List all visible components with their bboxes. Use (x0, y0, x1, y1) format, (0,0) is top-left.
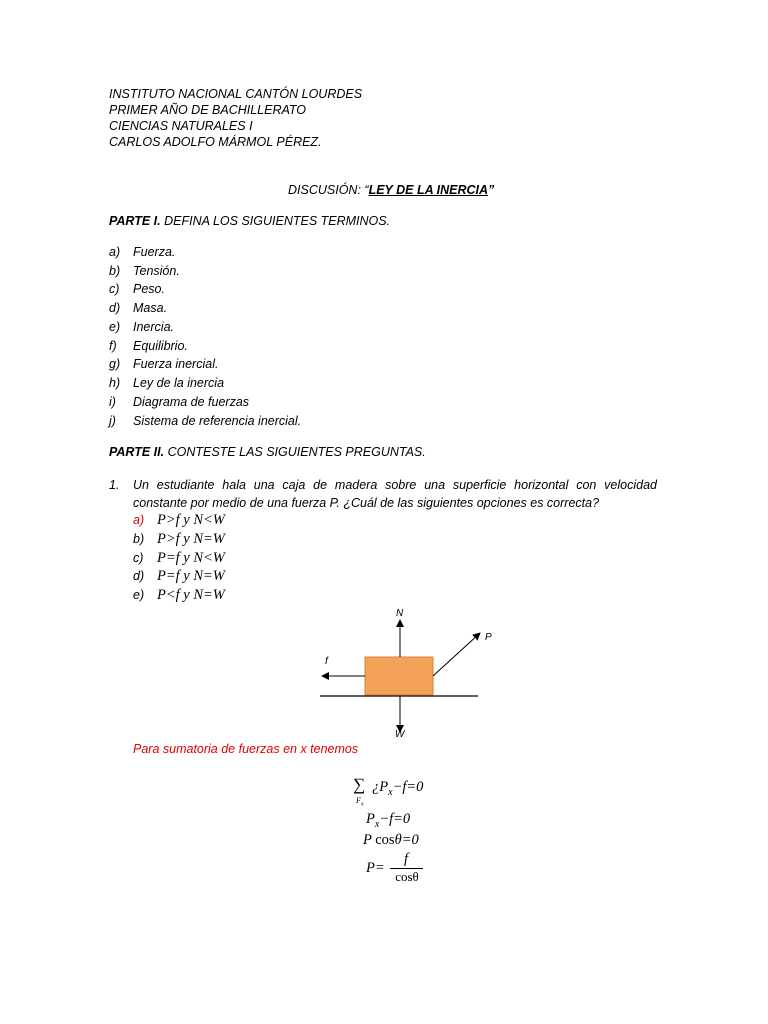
eq4-p: P= (366, 860, 385, 876)
title-suffix: ” (488, 183, 495, 197)
author-name: CARLOS ADOLFO MÁRMOL PÉREZ. (109, 135, 322, 149)
part2-instruction: CONTESTE LAS SIGUIENTES PREGUNTAS. (164, 445, 426, 459)
wooden-box (365, 657, 433, 695)
eq3-cos: cos (375, 832, 395, 848)
list-letter: d) (109, 301, 121, 315)
eq2-p: P (366, 811, 375, 827)
title-prefix: DISCUSIÓN: “ (288, 183, 369, 197)
option-letter: d) (133, 569, 145, 583)
sum-sub-x: x (360, 801, 364, 808)
eq2-rest: −f=0 (379, 811, 411, 827)
list-text: Tensión. (133, 264, 180, 278)
solution-intro: Para sumatoria de fuerzas en x tenemos (133, 742, 359, 756)
eq1-rest: −f=0 (392, 779, 424, 795)
grade-level: PRIMER AÑO DE BACHILLERATO (109, 103, 307, 117)
label-w: W (395, 729, 405, 740)
list-letter: g) (109, 357, 121, 371)
option-letter: a) (133, 513, 145, 527)
option-letter: e) (133, 588, 145, 602)
option-formula: P=f y N<W (157, 550, 225, 566)
list-letter: j) (109, 414, 116, 428)
sum-sub-f: F (356, 796, 361, 805)
list-letter: i) (109, 395, 116, 409)
list-letter: b) (109, 264, 121, 278)
eq2-sub: x (374, 818, 380, 830)
part1-heading (109, 213, 390, 230)
list-letter: a) (109, 245, 121, 259)
question-text: Un estudiante hala una caja de madera sobre una superficie horizontal con velocidad constante por medio de una fuerza P. ¿Cuál de las siguientes opciones es correcta? (133, 478, 657, 510)
list-text: Diagrama de fuerzas (133, 395, 250, 409)
question-number: 1. (109, 478, 120, 492)
list-text: Fuerza inercial. (133, 357, 219, 371)
list-letter: c) (109, 282, 120, 296)
option-formula: P=f y N=W (157, 568, 225, 584)
eq3-rest: θ=0 (394, 832, 419, 848)
list-text: Sistema de referencia inercial. (133, 414, 302, 428)
subject: CIENCIAS NATURALES I (109, 119, 253, 133)
option-formula: P>f y N<W (157, 512, 225, 528)
part2-heading (109, 444, 426, 461)
list-text: Masa. (133, 301, 168, 315)
pull-force-arrow (433, 633, 480, 676)
list-letter: h) (109, 376, 121, 390)
option-formula: P>f y N=W (157, 531, 225, 547)
list-text: Equilibrio. (133, 339, 188, 353)
page-title (288, 182, 494, 199)
title-main: LEY DE LA INERCIA (368, 183, 489, 197)
eq4-numerator: f (403, 851, 409, 867)
option-letter: c) (133, 551, 144, 565)
list-letter: e) (109, 320, 121, 334)
eq4-denominator: cosθ (395, 869, 419, 884)
list-text: Fuerza. (133, 245, 176, 259)
equation-3 (363, 832, 419, 849)
school-name: INSTITUTO NACIONAL CANTÓN LOURDES (109, 87, 363, 101)
equation-2 (366, 811, 410, 830)
sum-sub (356, 796, 364, 808)
option-formula: P<f y N=W (157, 587, 225, 603)
list-text: Inercia. (133, 320, 174, 334)
equation-sum (353, 775, 463, 809)
sum-symbol: ∑ (353, 775, 366, 794)
label-p: P (485, 632, 492, 643)
list-text: Ley de la inercia (133, 376, 225, 390)
eq1-sub: x (388, 786, 393, 798)
equation-1 (372, 779, 423, 798)
label-f: f (325, 656, 328, 667)
eq3-p: P (363, 832, 372, 848)
eq1-main: ¿P (372, 779, 389, 795)
option-letter: b) (133, 532, 145, 546)
part2-label: PARTE II. (109, 445, 165, 459)
part1-instruction: DEFINA LOS SIGUIENTES TERMINOS. (160, 214, 391, 228)
part1-label: PARTE I. (109, 214, 161, 228)
label-n: N (396, 608, 404, 619)
list-text: Peso. (133, 282, 165, 296)
free-body-diagram (300, 600, 510, 745)
list-letter: f) (109, 339, 117, 353)
